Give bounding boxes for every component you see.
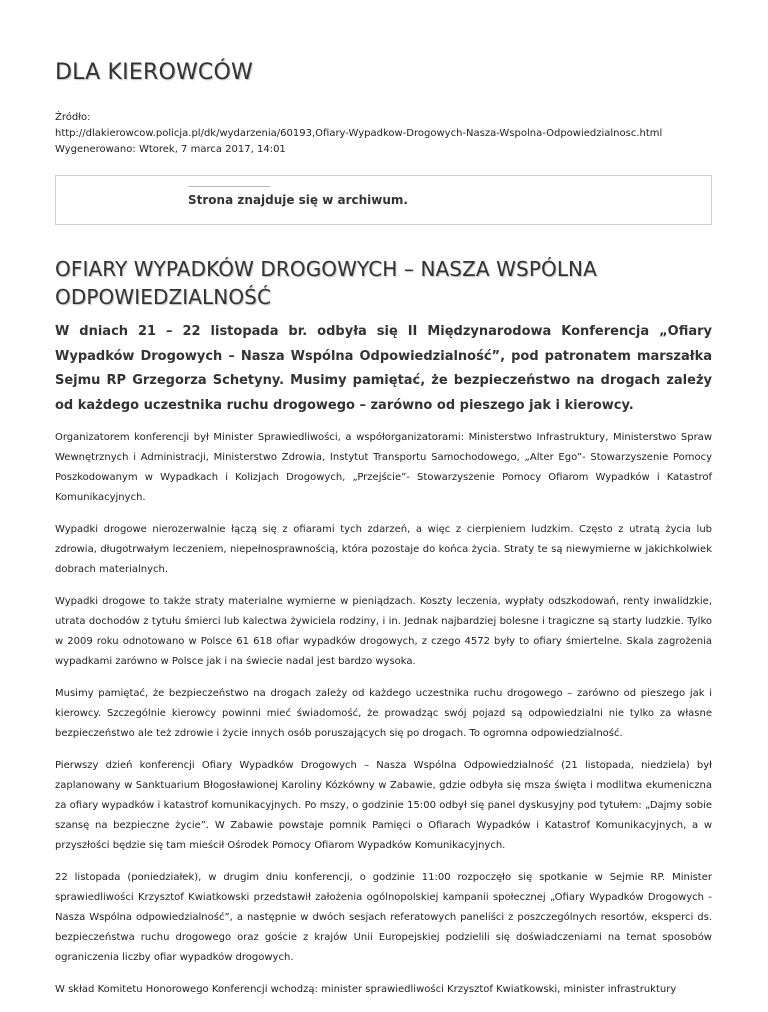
article-paragraph: Pierwszy dzień konferencji Ofiary Wypadków Drogowych – Nasza Wspólna Odpowiedzialność (21 listopada, niedziela) był zaplanowany w Sanktuarium Błogosławionej Karoliny Kózkówny w Zabawie, gdzie odbyła się msza święta i modlitwa ekumeniczna za ofiary wypadków i katastrof komunikacyjnych. Po mszy, o godzinie 15:00 odbył się panel dyskusyjny pod tytułem: „Dajmy sobie szansę na bezpieczne życie”. W Zabawie powstaje pomnik Pamięci o Ofiarach Wypadków i Katastrof Komunikacyjnych, a w przyszłości będzie się tam mieścił Ośrodek Pomocy Ofiarom Wypadków Komunikacyjnych.	[55, 760, 712, 851]
source-label: Źródło:	[55, 112, 91, 123]
article-paragraph: 22 listopada (poniedziałek), w drugim dniu konferencji, o godzinie 11:00 rozpoczęło się spotkanie w Sejmie RP. Minister sprawiedliwości Krzysztof Kwiatkowski przedstawił założenia ogólnopolskiej kampanii społecznej „Ofiary Wypadków Drogowych - Nasza Wspólna odpowiedzialność”, a następnie w dwóch sesjach referatowych paneliści z poszczególnych resortów, eksperci ds. bezpieczeństwa ruchu drogowego oraz goście z krajów Unii Europejskiej podzielili się doświadczeniami na temat sposobów ograniczenia liczby ofiar wypadków drogowych.	[55, 872, 712, 963]
generated-date: Wygenerowano: Wtorek, 7 marca 2017, 14:01	[55, 144, 286, 155]
article-title: OFIARY WYPADKÓW DROGOWYCH – NASZA WSPÓLNA ODPOWIEDZIALNOŚĆ	[55, 257, 597, 309]
archive-notice-text: Strona znajduje się w archiwum.	[188, 193, 408, 207]
article-paragraph: Wypadki drogowe to także straty materialne wymierne w pieniądzach. Koszty leczenia, wypłaty odszkodowań, renty inwalidzkie, utrata dochodów z tytułu śmierci lub kalectwa żywiciela rodziny, i in. Jednak najbardziej bolesne i tragiczne są starty ludzkie. Tylko w 2009 roku odnotowano w Polsce 61 618 ofiar wypadków drogowych, z czego 4572 były to ofiary śmiertelne. Skala zagrożenia wypadkami zarówno w Polsce jak i na świecie nadal jest bardzo wysoka.	[55, 596, 712, 667]
article-paragraph: Wypadki drogowe nierozerwalnie łączą się z ofiarami tych zdarzeń, a więc z cierpieniem ludzkim. Często z utratą życia lub zdrowia, długotrwałym leczeniem, niepełnosprawnością, która pozostaje do końca życia. Straty te są niewymierne w jakichkolwiek dobrach materialnych.	[55, 524, 712, 575]
article-paragraph: Musimy pamiętać, że bezpieczeństwo na drogach zależy od każdego uczestnika ruchu drogowego – zarówno od pieszego jak i kierowcy. Szczególnie kierowcy powinni mieć świadomość, że prowadząc swój pojazd są odpowiedzialni nie tylko za własne bezpieczeństwo ale też zdrowie i życie innych osób poruszających się po drogach. To ogromna odpowiedzialność.	[55, 688, 712, 739]
article-lead: W dniach 21 – 22 listopada br. odbyła się II Międzynarodowa Konferencja „Ofiary Wypadków Drogowych – Nasza Wspólna Odpowiedzialność”, pod patronatem marszałka Sejmu RP Grzegorza Schetyny. Musimy pamiętać, że bezpieczeństwo na drogach zależy od każdego uczestnika ruchu drogowego – zarówno od pieszego jak i kierowcy.	[55, 324, 712, 413]
article-paragraph: Organizatorem konferencji był Minister Sprawiedliwości, a współorganizatorami: Ministerstwo Infrastruktury, Ministerstwo Spraw Wewnętrznych i Administracji, Ministerstwo Zdrowia, Instytut Transportu Samochodowego, „Alter Ego”- Stowarzyszenie Pomocy Poszkodowanym w Wypadkach i Kolizjach Drogowych, „Przejście”- Stowarzyszenie Pomocy Ofiarom Wypadków i Katastrof Komunikacyjnych.	[55, 432, 712, 503]
archive-notice-box	[55, 175, 712, 225]
archive-divider	[188, 186, 270, 187]
source-url: http://dlakierowcow.policja.pl/dk/wydarzenia/60193,Ofiary-Wypadkow-Drogowych-Nasza-Wspolna-Odpowiedzialnosc.html	[55, 128, 663, 139]
print-meta	[55, 110, 715, 158]
article-paragraph: W skład Komitetu Honorowego Konferencji wchodzą: minister sprawiedliwości Krzysztof Kwiatkowski, minister infrastruktury	[55, 984, 677, 995]
article-body	[55, 428, 712, 1012]
site-title: DLA KIEROWCÓW	[55, 60, 253, 85]
